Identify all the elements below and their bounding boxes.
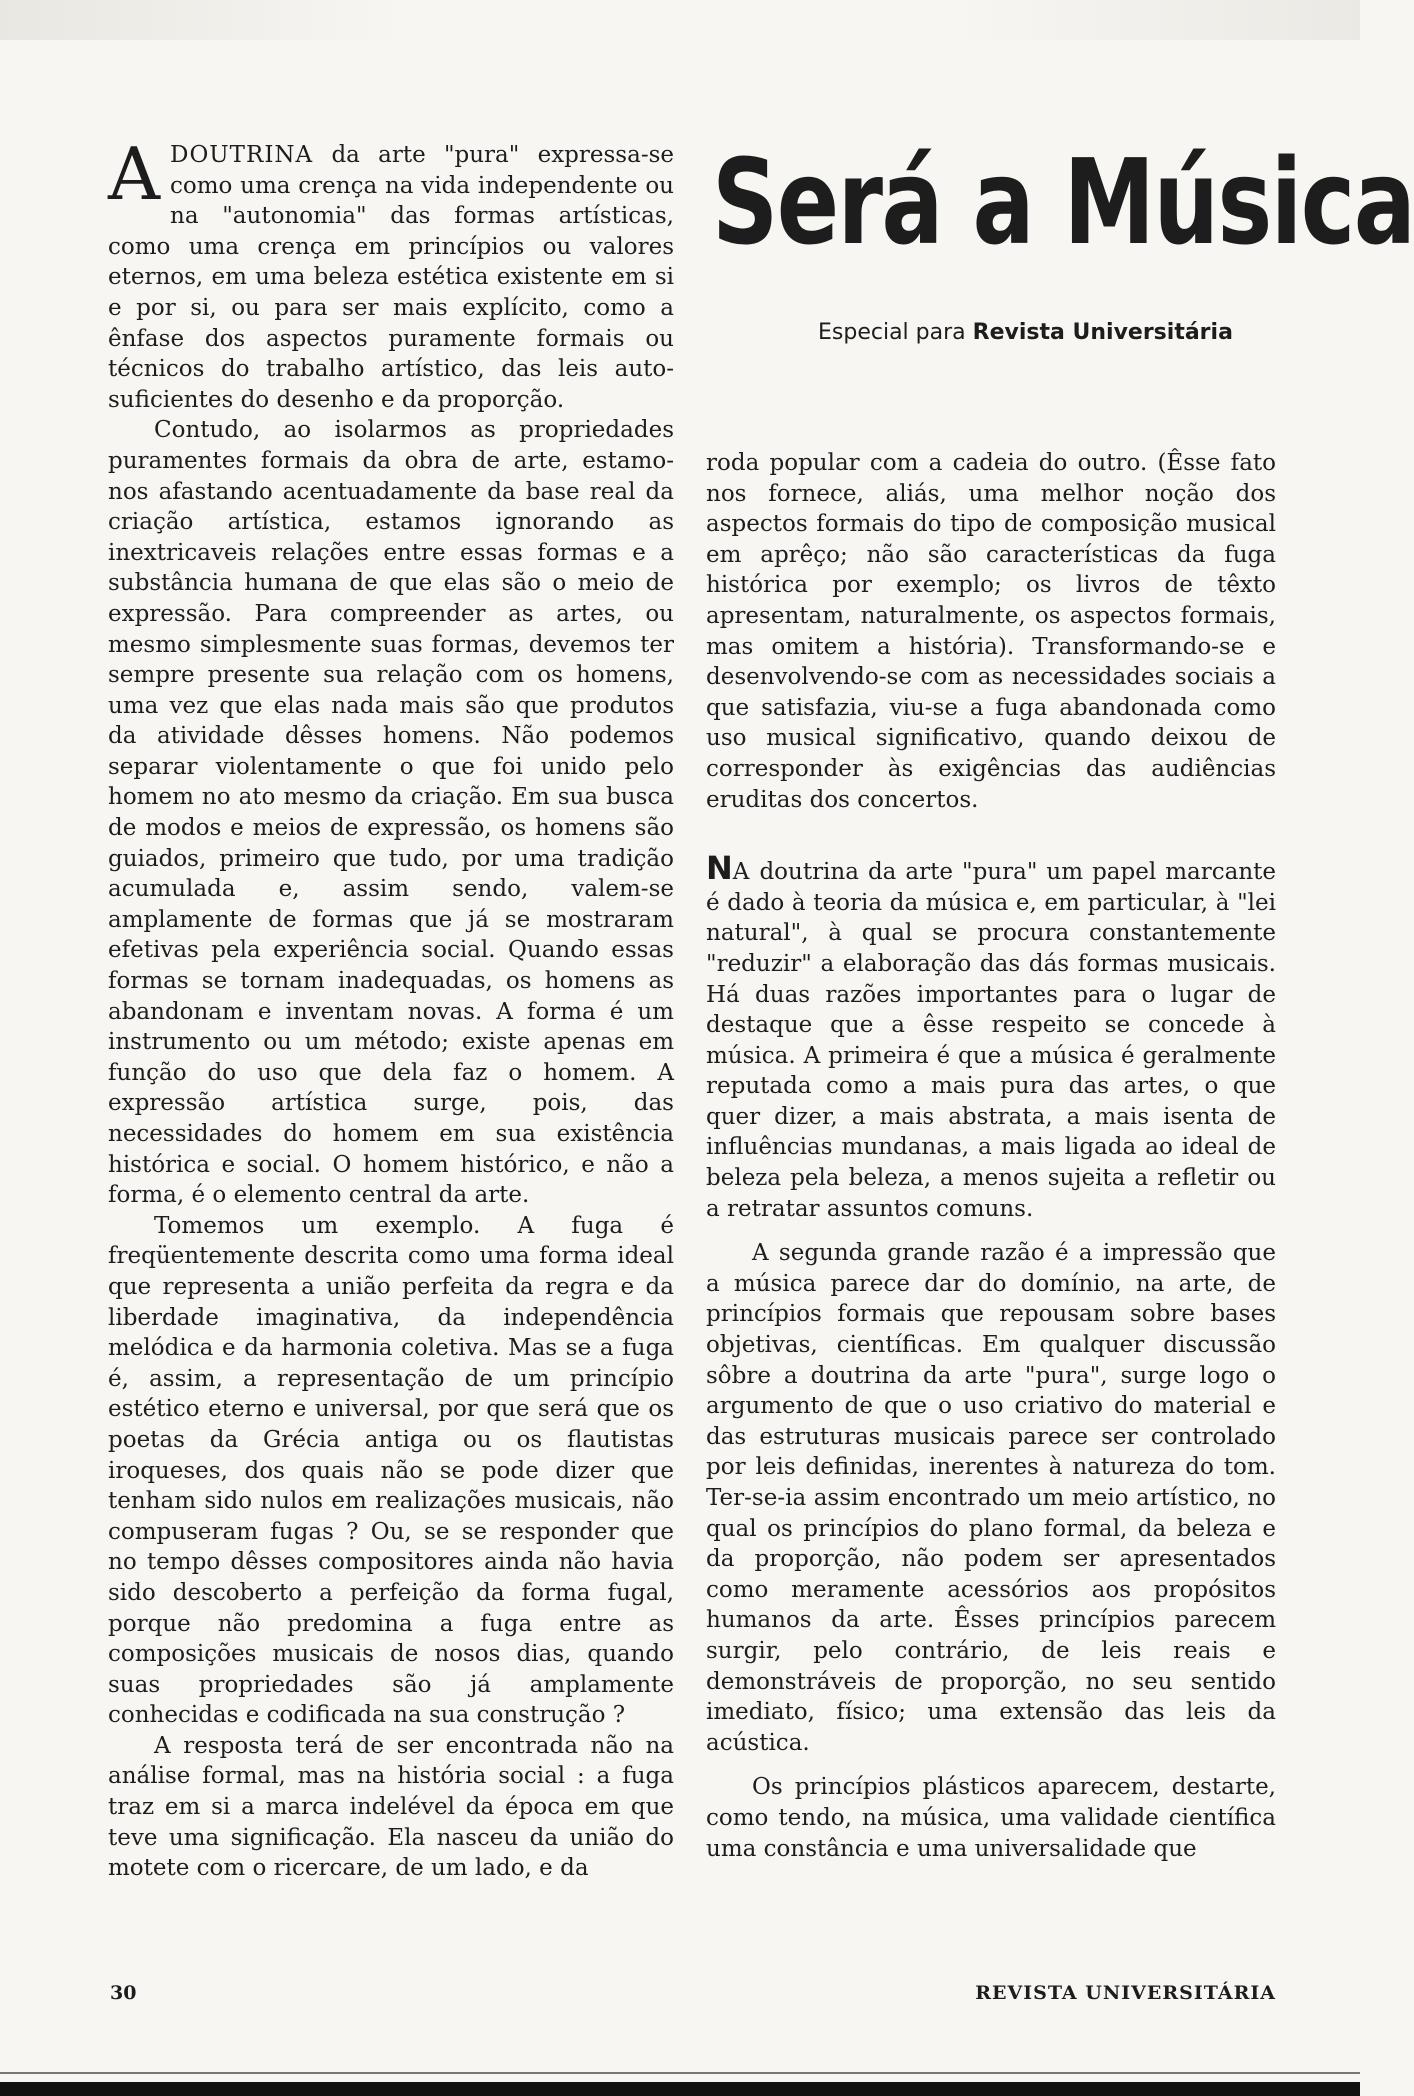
section-gap: [706, 815, 1276, 853]
drop-cap: A: [108, 132, 160, 216]
article-title: Será a Música: [712, 133, 1414, 271]
left-column: [108, 132, 675, 1884]
opening-paragraph: [108, 132, 675, 415]
byline: [818, 320, 1233, 345]
paragraph-text: da arte "pura" expressa-se como uma crença na vida independente ou na "autonomia" das formas artísticas, como uma crença em princípios ou valores eternos, em uma beleza estética existente em si e por si, ou para ser mais explícito, como a ênfase dos aspectos puramente formais ou técnicos do trabalho artístico, das leis auto-suficientes do desenho e da proporção.: [108, 142, 675, 413]
byline-prefix: Especial para: [818, 320, 966, 345]
paragraph-text: doutrina da arte "pura" um papel marcante é dado à teoria da música e, em particular, à "lei natural", à qual se procura constantemente "reduzir" a elaboração das dás formas musicais. Há duas razões importantes para o lugar de destaque que a êsse respeito se concede à música. A primeira é que a música é geralmente reputada como a mais pura das artes, o que quer dizer, a mais abstrata, a mais isenta de influências mundanas, a mais ligada ao ideal de beleza pela beleza, a menos sujeita a refletir ou a retratar assuntos comuns.: [706, 859, 1277, 1222]
paragraph-gap: [706, 1224, 1276, 1238]
right-column: [706, 448, 1276, 1864]
paragraph: A segunda grande razão é a impressão que a música parece dar do domínio, na arte, de princípios formais que repousam sobre bases objetivas, científicas. Em qualquer discussão sôbre a doutrina da arte "pura", surge logo o argumento de que o uso criativo do material e das estruturas musicais parece ser controlado por leis definidas, inerentes à natureza do tom. Ter-se-ia assim encontrado um meio artístico, no qual os princípios do plano formal, da beleza e da proporção, não podem ser apresentados como meramente acessórios aos propósitos humanos da arte. Êsses princípios parecem surgir, pelo contrário, de leis reais e demonstráveis de proporção, no seu sentido imediato, físico; uma extensão das leis da acústica.: [706, 1240, 1276, 1756]
section-opening-paragraph: [706, 849, 1277, 1224]
paragraph-gap: [706, 1758, 1276, 1772]
page-edge-shading: [0, 0, 1360, 40]
paragraph: roda popular com a cadeia do outro. (Êsse fato nos fornece, aliás, uma melhor noção dos aspectos formais do tipo de composição musical em aprêço; não são características da fuga histórica por exemplo; os livros de têxto apresentam, naturalmente, os aspectos formais, mas omitem a história). Transformando-se e desenvolvendo-se com as necessidades sociais a que satisfazia, viu-se a fuga abandonada como uso musical significativo, quando deixou de corresponder às exigências das audiências eruditas dos concertos.: [706, 450, 1276, 813]
lead-word: A: [732, 859, 751, 886]
drop-cap: N: [706, 849, 733, 888]
byline-publication: Revista Universitária: [972, 320, 1233, 345]
paragraph: Os princípios plásticos aparecem, destarte, como tendo, na música, uma validade científica uma constância e uma universalidade que: [706, 1774, 1276, 1862]
page-edge-band: [0, 2082, 1360, 2096]
paragraph: Contudo, ao isolarmos as propriedades puramentes formais da obra de arte, estamo-nos afastando acentuadamente da base real da criação artística, estamos ignorando as inextricaveis relações entre essas formas e a substância humana de que elas são o meio de expressão. Para compreender as artes, ou mesmo simplesmente suas formas, devemos ter sempre presente sua relação com os homens, uma vez que elas nada mais são que produtos da atividade dêsses homens. Não podemos separar violentamente o que foi unido pelo homem no ato mesmo da criação. Em sua busca de modos e meios de expressão, os homens são guiados, primeiro que tudo, por uma tradição acumulada e, assim sendo, valem-se amplamente de formas que já se mostraram efetivas pela experiência social. Quando essas formas se tornam inadequadas, os homens as abandonam e inventam novas. A forma é um instrumento ou um método; existe apenas em função do uso que dela faz o homem. A expressão artística surge, pois, das necessidades do homem em sua existência histórica e social. O homem histórico, e não a forma, é o elemento central da arte.: [108, 417, 674, 1209]
page-edge-line: [0, 2072, 1360, 2074]
paragraph: A resposta terá de ser encontrada não na análise formal, mas na história social : a fuga traz em si a marca indelével da época em que teve uma significação. Ela nasceu da união do motete com o ricercare, de um lado, e da: [108, 1732, 674, 1882]
running-footer: REVISTA UNIVERSITÁRIA: [975, 1982, 1276, 2004]
paragraph: Tomemos um exemplo. A fuga é freqüentemente descrita como uma forma ideal que representa a união perfeita da regra e da liberdade imaginativa, da independência melódica e da harmonia coletiva. Mas se a fuga é, assim, a representação de um princípio estético eterno e universal, por que será que os poetas da Grécia antiga ou os flautistas iroqueses, dos quais não se pode dizer que tenham sido nulos em realizações musicais, não compuseram fugas ? Ou, se se responder que no tempo dêsses compositores ainda não havia sido descoberto a perfeição da forma fugal, porque não predomina a fuga entre as composições musicais de nosos dias, quando suas propriedades são já amplamente conhecidas e codificada na sua construção ?: [108, 1212, 674, 1729]
lead-word: DOUTRINA: [170, 142, 314, 168]
page-number: 30: [110, 1982, 137, 2004]
